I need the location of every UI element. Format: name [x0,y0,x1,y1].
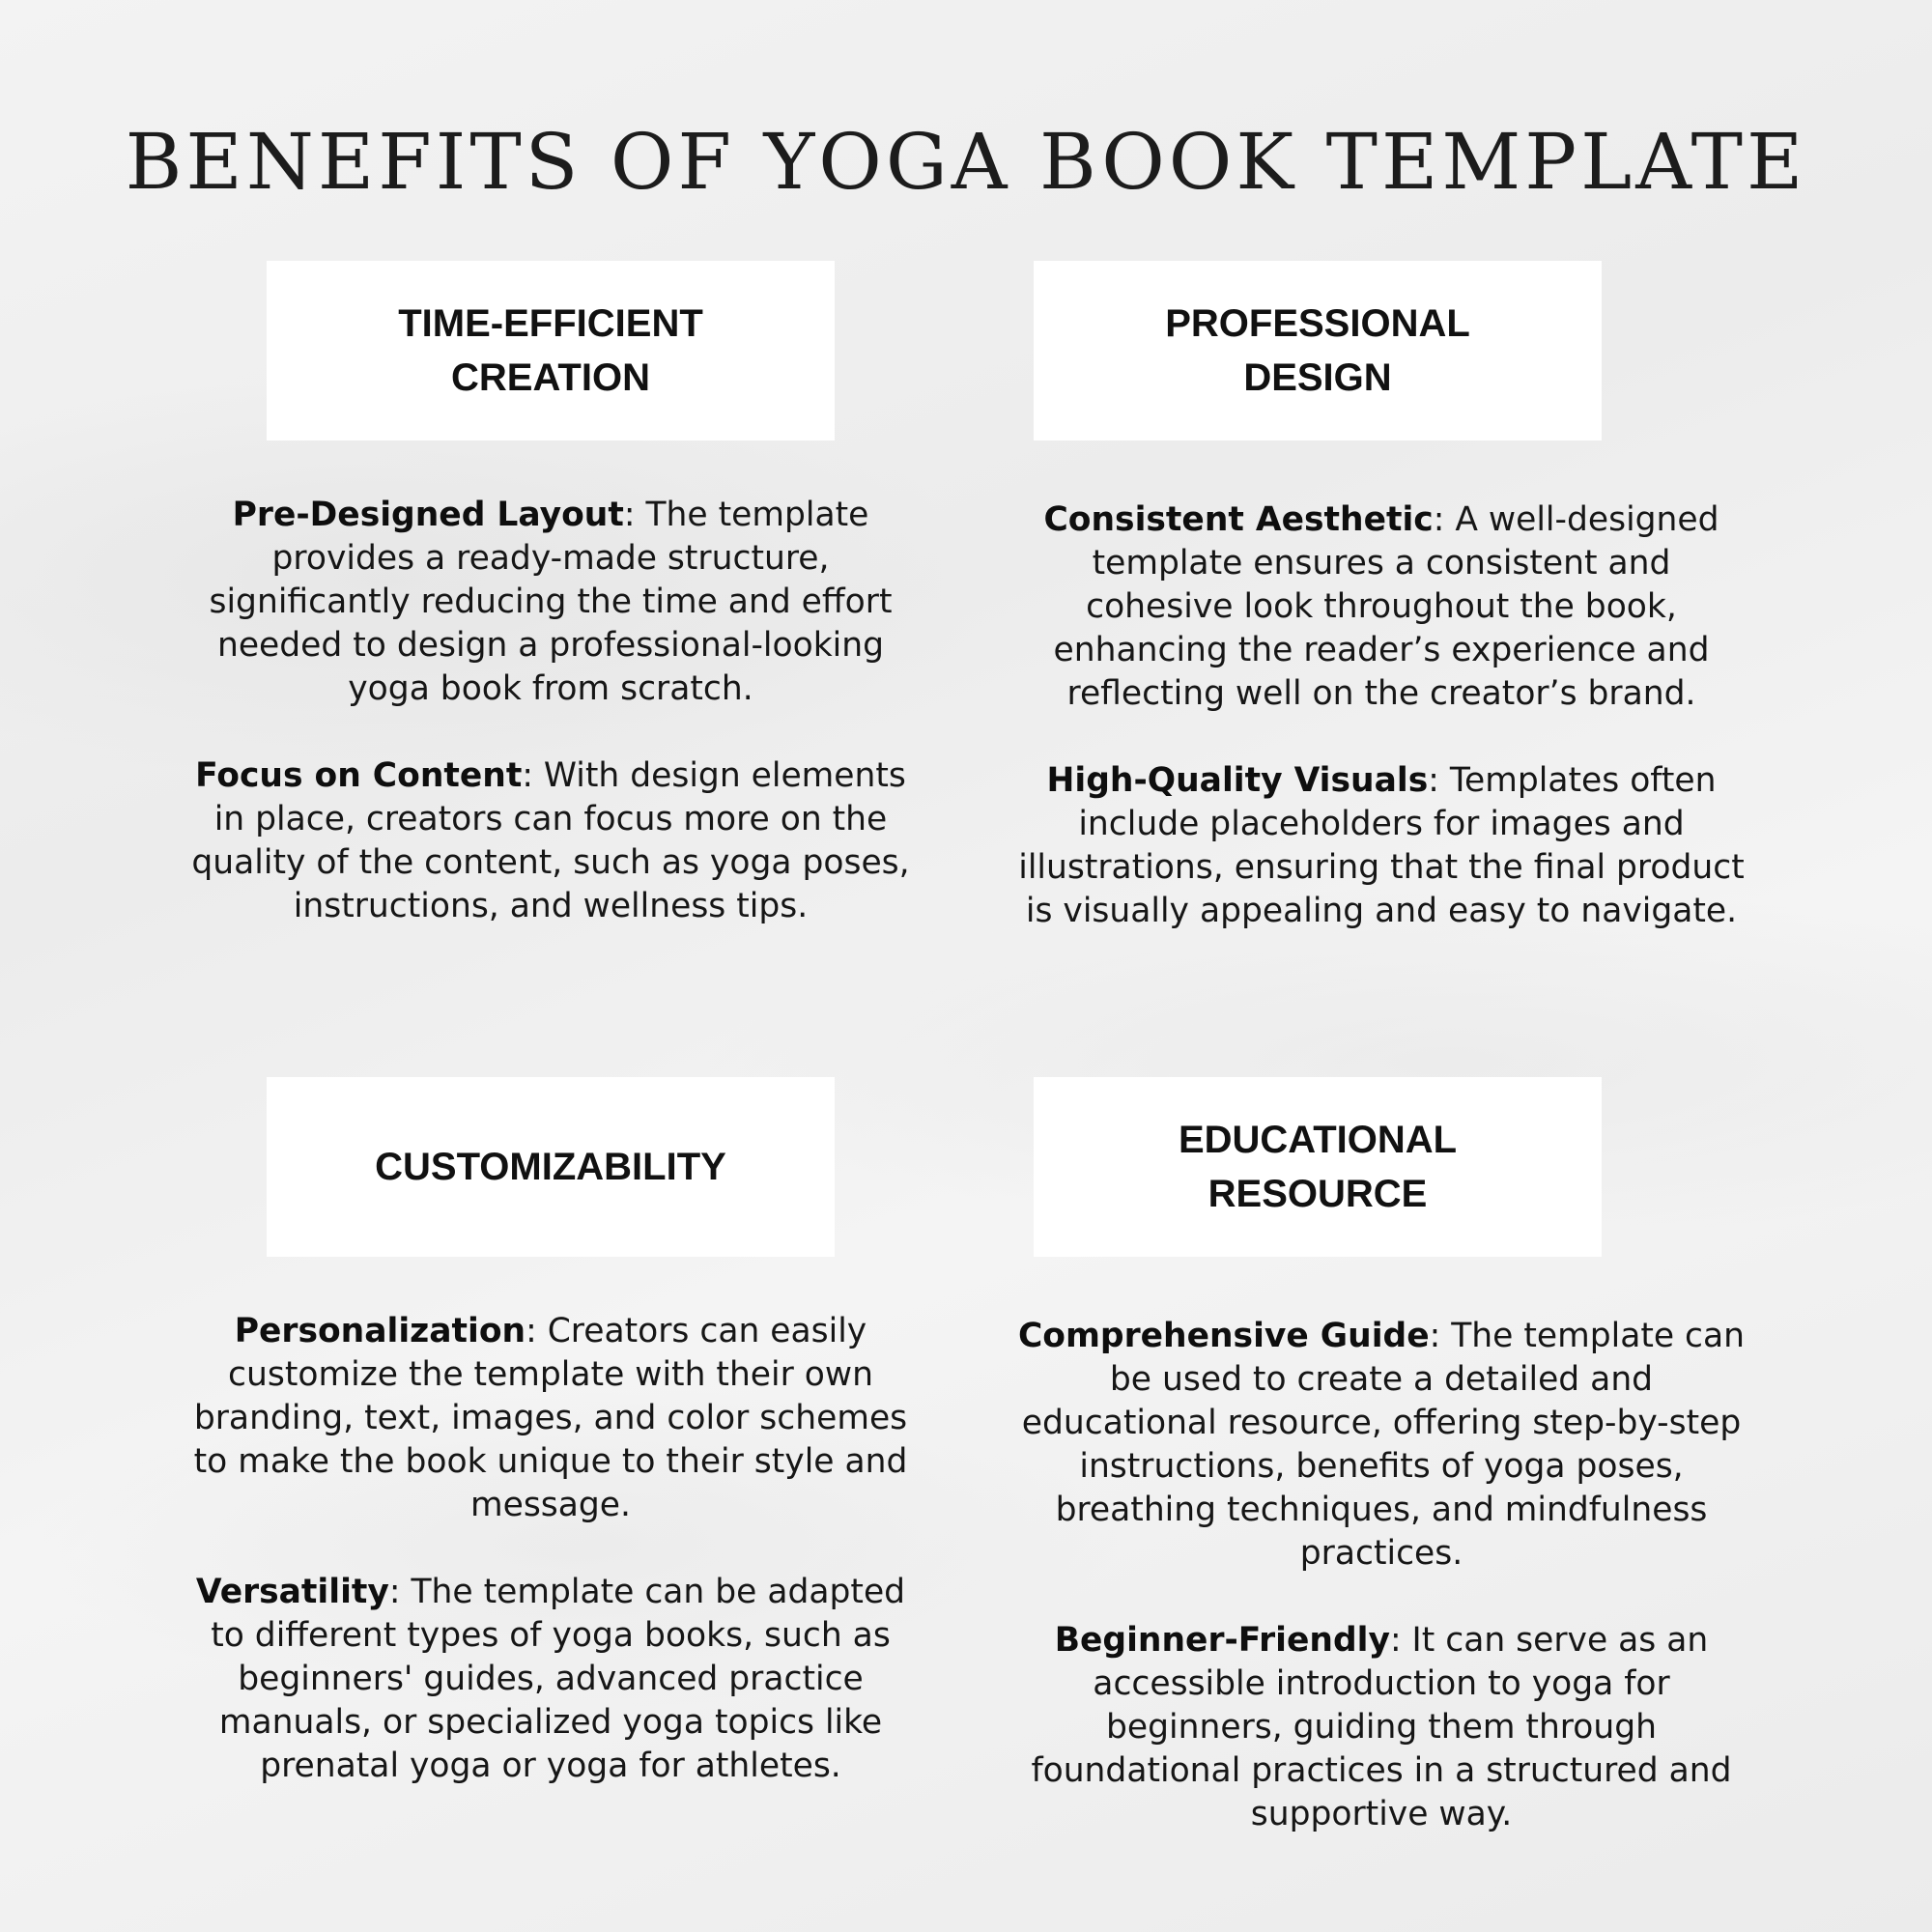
benefit-term: Focus on Content [195,756,523,795]
section-heading: PROFESSIONAL DESIGN [1165,302,1470,399]
section-heading: EDUCATIONAL RESOURCE [1178,1119,1458,1215]
benefit-term: Personalization [234,1312,526,1350]
benefit-term: Beginner-Friendly [1054,1621,1390,1660]
benefit-point [1014,1619,1748,1836]
benefit-term: Versatility [195,1573,389,1611]
section-header-box [1034,261,1602,440]
benefit-description: : Creators can easily customize the template with their own branding, text, images, and color schemes to make the book unique to their style and message. [193,1312,908,1524]
benefit-description: : The template provides a ready-made structure, significantly reducing the time and effort needed to design a professional-looking yoga book from scratch. [209,496,893,708]
benefit-term: High-Quality Visuals [1046,761,1429,800]
section-educational-resource [1014,1077,1748,1836]
section-body [1014,1315,1748,1836]
benefit-description: : With design elements in place, creators can focus more on the quality of the content, such as yoga poses, instructions, and wellness tips. [191,756,910,925]
section-heading: TIME-EFFICIENT CREATION [398,302,703,399]
section-heading: CUSTOMIZABILITY [375,1146,726,1188]
section-time-efficient-creation [184,261,918,928]
benefit-term: Consistent Aesthetic [1043,500,1434,539]
benefit-point [184,494,918,711]
benefit-description: : A well-designed template ensures a consistent and cohesive look throughout the book, enhancing the reader’s experience and reflecting well on the creator’s brand. [1053,500,1719,713]
page-title: BENEFITS OF YOGA BOOK TEMPLATE [125,117,1807,207]
benefit-term: Comprehensive Guide [1017,1317,1430,1355]
section-body [184,1310,918,1788]
benefit-term: Pre-Designed Layout [232,496,624,534]
section-body [1014,498,1748,933]
section-header-box [267,261,835,440]
section-customizability [184,1077,918,1788]
section-header-box [267,1077,835,1257]
benefit-point [184,1571,918,1788]
benefit-point [1014,1315,1748,1576]
benefit-description: : The template can be adapted to different types of yoga books, such as beginners' guides, advanced practice manuals, or specialized yoga topics like prenatal yoga or yoga for athletes. [211,1573,906,1785]
section-professional-design [1014,261,1748,933]
benefit-point [184,1310,918,1527]
benefit-point [184,754,918,928]
section-body [184,494,918,928]
benefit-point [1014,498,1748,716]
benefit-point [1014,759,1748,933]
benefit-description: : It can serve as an accessible introduction to yoga for beginners, guiding them through foundational practices in a structured and supportive way. [1031,1621,1732,1833]
section-header-box [1034,1077,1602,1257]
benefit-description: : Templates often include placeholders for images and illustrations, ensuring that the final product is visually appealing and easy to navigate. [1018,761,1745,930]
benefit-description: : The template can be used to create a detailed and educational resource, offering step-by-step instructions, benefits of yoga poses, breathing techniques, and mindfulness practices. [1021,1317,1746,1573]
